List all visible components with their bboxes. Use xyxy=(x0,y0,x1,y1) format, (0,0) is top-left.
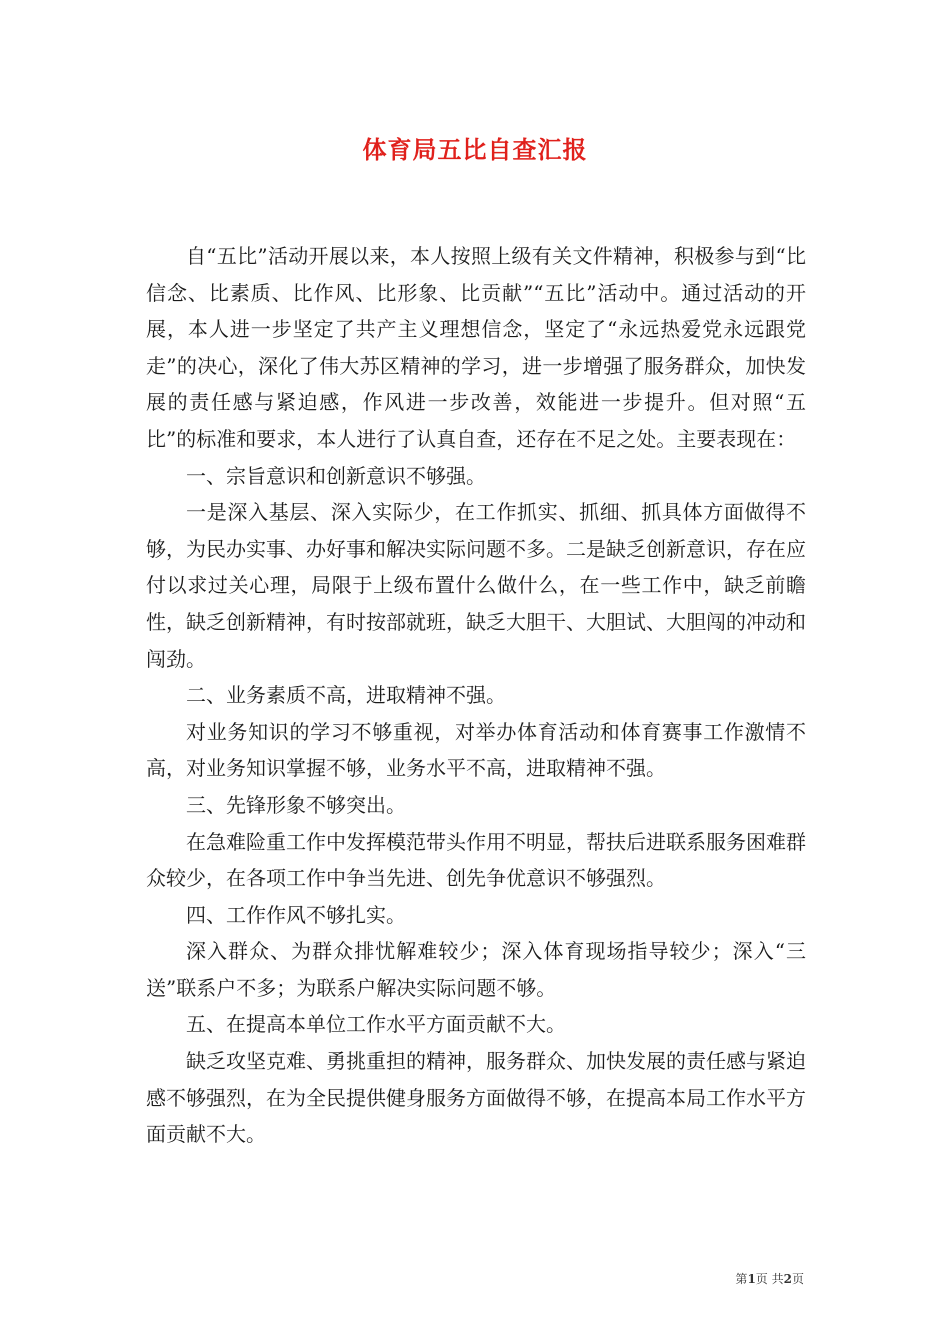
footer-middle: 页 共 xyxy=(755,1272,784,1286)
document-body xyxy=(146,238,806,1153)
footer-suffix: 页 xyxy=(791,1272,804,1286)
section-body-2: 对业务知识的学习不够重视，对举办体育活动和体育赛事工作激情不高，对业务知识掌握不够，业务水平不高，进取精神不强。 xyxy=(146,719,806,781)
section-heading-3: 三、先锋形象不够突出。 xyxy=(186,792,406,817)
document-title: 体育局五比自查汇报 xyxy=(362,135,588,164)
page-footer xyxy=(735,1270,804,1287)
current-page-number: 1 xyxy=(747,1272,756,1286)
total-pages-number: 2 xyxy=(783,1272,792,1286)
section-body-5: 缺乏攻坚克难、勇挑重担的精神，服务群众、加快发展的责任感与紧迫感不够强烈，在为全民提供健身服务方面做得不够，在提高本局工作水平方面贡献不大。 xyxy=(146,1049,806,1147)
section-body-4: 深入群众、为群众排忧解难较少；深入体育现场指导较少；深入“三送”联系户不多；为联系户解决实际问题不够。 xyxy=(146,939,806,1000)
section-body-1: 一是深入基层、深入实际少，在工作抓实、抓细、抓具体方面做得不够，为民办实事、办好事和解决实际问题不多。二是缺乏创新意识，存在应付以求过关心理，局限于上级布置什么做什么，在一些工作中，缺乏前瞻性，缺乏创新精神，有时按部就班，缺乏大胆干、大胆试、大胆闯的冲动和闯劲。 xyxy=(146,500,806,671)
section-heading-4: 四、工作作风不够扎实。 xyxy=(186,902,406,927)
intro-paragraph: 自“五比”活动开展以来，本人按照上级有关文件精神，积极参与到“比信念、比素质、比作风、比形象、比贡献”“五比”活动中。通过活动的开展，本人进一步坚定了共产主义理想信念，坚定了“永远热爱党永远跟党走”的决心，深化了伟大苏区精神的学习，进一步增强了服务群众，加快发展的责任感与紧迫感，作风进一步改善，效能进一步提升。但对照“五比”的标准和要求，本人进行了认真自查，还存在不足之处。主要表现在： xyxy=(146,244,806,451)
section-heading-2: 二、业务素质不高，进取精神不强。 xyxy=(186,683,506,708)
section-heading-1: 一、宗旨意识和创新意识不够强。 xyxy=(186,463,486,488)
footer-prefix: 第 xyxy=(735,1272,748,1286)
section-heading-5: 五、在提高本单位工作水平方面贡献不大。 xyxy=(186,1012,566,1037)
section-body-3: 在急难险重工作中发挥模范带头作用不明显，帮扶后进联系服务困难群众较少，在各项工作中争当先进、创先争优意识不够强烈。 xyxy=(146,829,806,891)
